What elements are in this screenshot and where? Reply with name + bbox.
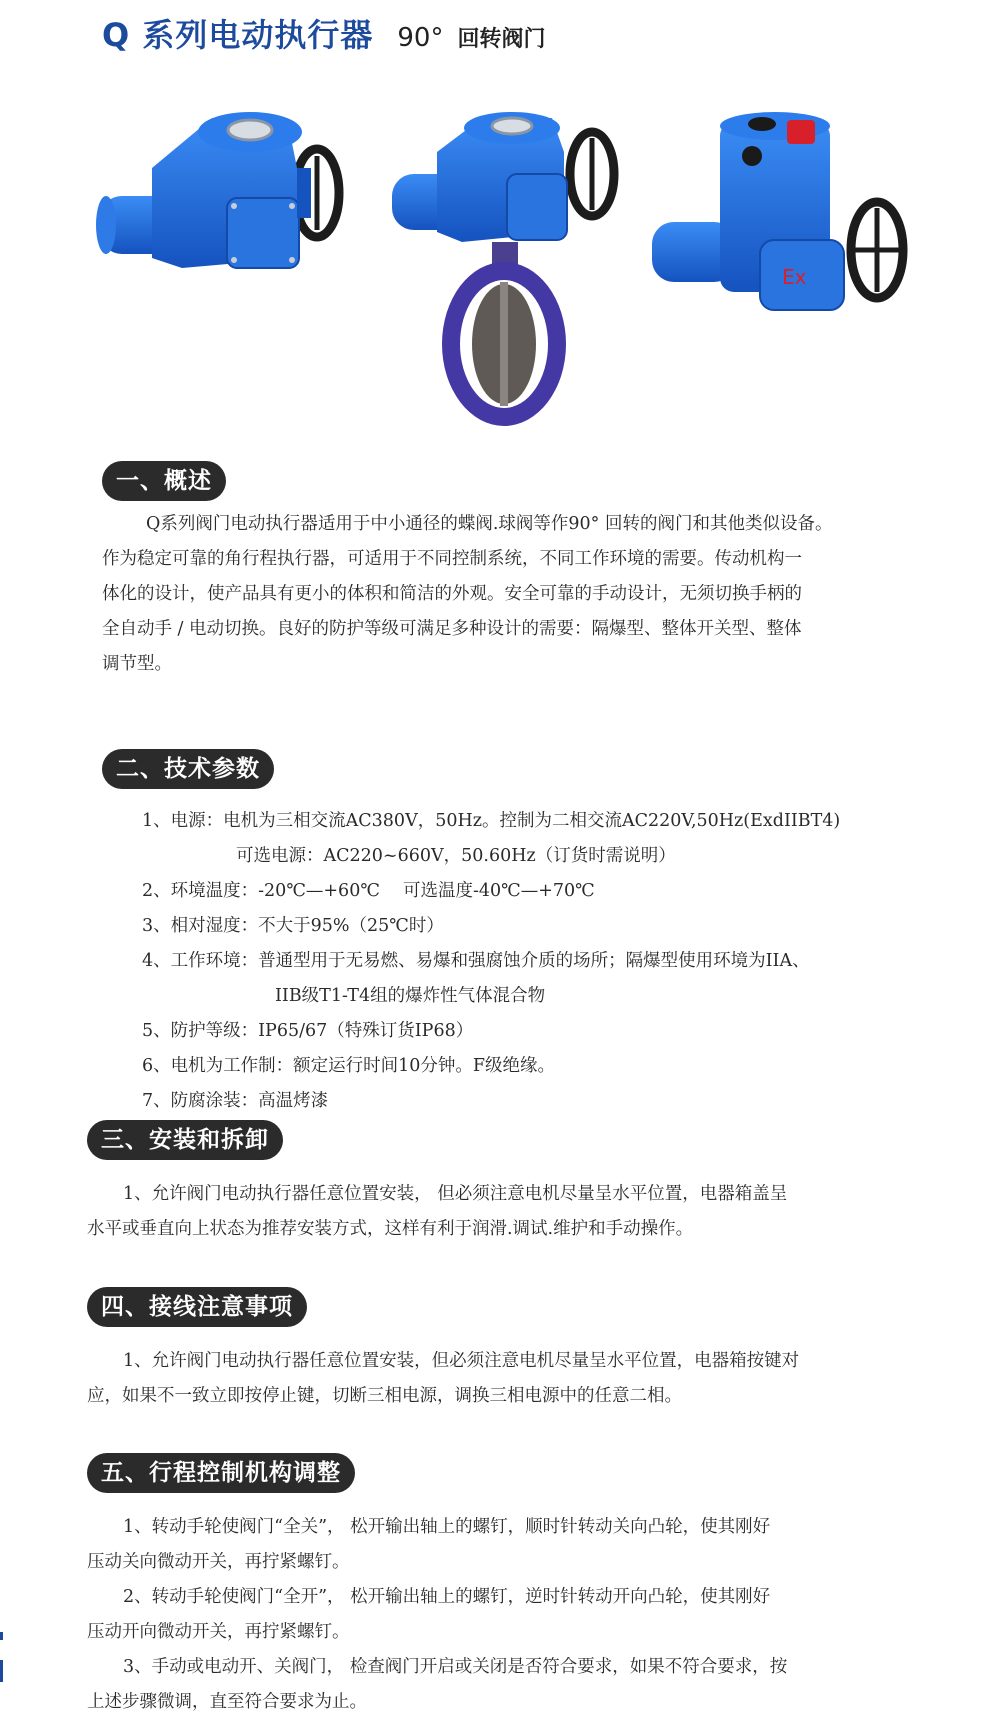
electric-actuator-image bbox=[92, 108, 374, 308]
edge-mark bbox=[0, 1632, 3, 1640]
wiring-line: 应，如果不一致立即按停止键，切断三相电源，调换三相电源中的任意二相。 bbox=[87, 1386, 682, 1406]
section-install-title: 三、安装和拆卸 bbox=[87, 1120, 283, 1160]
actuator-butterfly-valve-image bbox=[392, 112, 650, 434]
stroke-line: 2、转动手轮使阀门“全开”， 松开输出轴上的螺钉，逆时针转动开向凸轮，使其刚好 bbox=[123, 1587, 771, 1607]
edge-mark bbox=[0, 1660, 3, 1682]
overview-line: 作为稳定可靠的角行程执行器，可适用于不同控制系统，不同工作环境的需要。传动机构一 bbox=[102, 549, 802, 569]
overview-line: Q系列阀门电动执行器适用于中小通径的蝶阀.球阀等作90° 回转的阀门和其他类似设备。 bbox=[146, 514, 833, 534]
tech-param-line: 5、防护等级：IP65/67（特殊订货IP68） bbox=[142, 1021, 474, 1041]
stroke-line: 1、转动手轮使阀门“全关”， 松开输出轴上的螺钉，顺时针转动关向凸轮，使其刚好 bbox=[123, 1517, 771, 1537]
stroke-text bbox=[87, 1510, 917, 1720]
tech-param-line: 6、电机为工作制：额定运行时间10分钟。F级绝缘。 bbox=[142, 1056, 556, 1076]
tech-param-line: IIB级T1-T4组的爆炸性气体混合物 bbox=[275, 986, 546, 1006]
page-title: Q 系列电动执行器 bbox=[102, 16, 374, 54]
section-tech-title: 二、技术参数 bbox=[102, 749, 274, 789]
stroke-line: 压动关向微动开关，再拧紧螺钉。 bbox=[87, 1552, 350, 1572]
section-overview-title: 一、概述 bbox=[102, 461, 226, 501]
install-text bbox=[87, 1177, 917, 1247]
tech-param-line: 4、工作环境：普通型用于无易燃、易爆和强腐蚀介质的场所；隔爆型使用环境为IIA、 bbox=[142, 951, 810, 971]
rotation-angle: 90° bbox=[397, 23, 444, 53]
tech-param-line: 3、相对湿度：不大于95%（25℃时） bbox=[142, 916, 444, 936]
overview-line: 全自动手 / 电动切换。良好的防护等级可满足多种设计的需要：隔爆型、整体开关型、整体 bbox=[102, 619, 802, 639]
section-wiring-title: 四、接线注意事项 bbox=[87, 1287, 307, 1327]
ex-badge-label: Ex bbox=[782, 265, 807, 289]
tech-param-line: 1、电源：电机为三相交流AC380V，50Hz。控制为二相交流AC220V,50Hz(ExdIIBT4) bbox=[142, 811, 841, 831]
install-line: 1、允许阀门电动执行器任意位置安装， 但必须注意电机尽量呈水平位置，电器箱盖呈 bbox=[123, 1184, 788, 1204]
page-header bbox=[102, 10, 545, 56]
tech-param-line: 7、防腐涂装：高温烤漆 bbox=[142, 1091, 329, 1111]
stroke-line: 压动开向微动开关，再拧紧螺钉。 bbox=[87, 1622, 350, 1642]
install-line: 水平或垂直向上状态为推荐安装方式，这样有利于润滑.调试.维护和手动操作。 bbox=[87, 1219, 694, 1239]
section-stroke-title: 五、行程控制机构调整 bbox=[87, 1453, 355, 1493]
tech-param-line: 可选电源：AC220~660V，50.60Hz（订货时需说明） bbox=[236, 846, 676, 866]
stroke-line: 3、手动或电动开、关阀门， 检查阀门开启或关闭是否符合要求，如果不符合要求，按 bbox=[123, 1657, 788, 1677]
tech-param-line: 2、环境温度：-20℃—+60℃ 可选温度-40℃—+70℃ bbox=[142, 881, 595, 901]
overview-text bbox=[102, 507, 942, 682]
overview-line: 调节型。 bbox=[102, 654, 172, 674]
explosion-proof-actuator-image bbox=[652, 112, 928, 348]
valve-type: 回转阀门 bbox=[457, 27, 546, 52]
wiring-text bbox=[87, 1344, 917, 1414]
wiring-line: 1、允许阀门电动执行器任意位置安装，但必须注意电机尽量呈水平位置，电器箱按键对 bbox=[123, 1351, 800, 1371]
stroke-line: 上述步骤微调，直至符合要求为止。 bbox=[87, 1692, 367, 1712]
overview-line: 体化的设计，使产品具有更小的体积和简洁的外观。安全可靠的手动设计，无须切换手柄的 bbox=[102, 584, 802, 604]
tech-params-list bbox=[142, 804, 942, 1119]
